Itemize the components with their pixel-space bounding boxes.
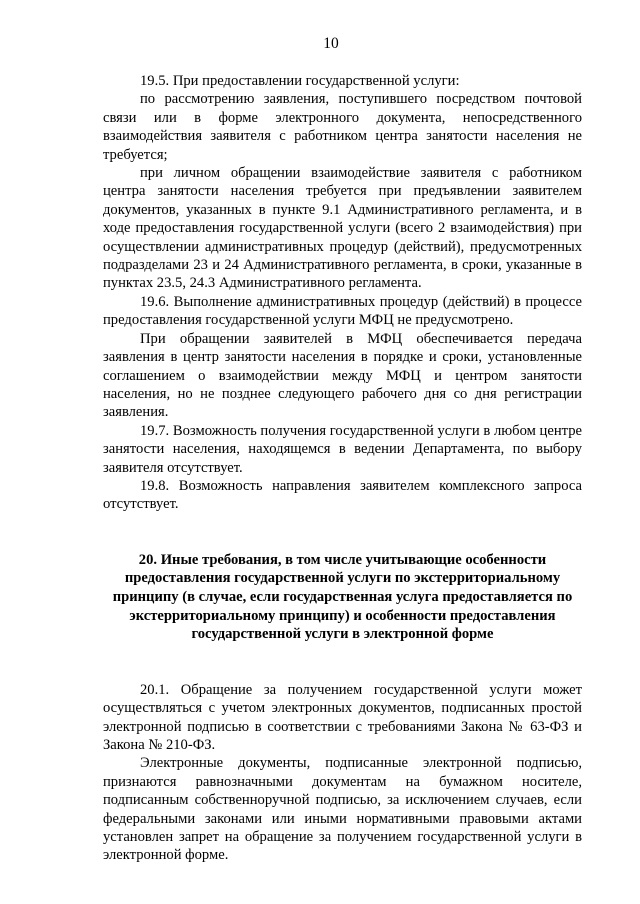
paragraph-20-1: 20.1. Обращение за получением государственной услуги может осуществляться с учетом электронных документов, подписанных простой электронной подписью в соответствии с требованиями Закона № 63-ФЗ и Закона № 210-ФЗ. [103,681,582,753]
paragraph-mfc: При обращении заявителей в МФЦ обеспечивается передача заявления в центр занятости населения в порядке и сроки, установленные соглашением о взаимодействии между МФЦ и центром занятости населения, но не позднее следующего рабочего дня со дня регистрации заявления. [103,330,582,421]
paragraph-postal: по рассмотрению заявления, поступившего посредством почтовой связи или в форме электронного документа, непосредственного взаимодействия заявителя с работником центра занятости населения не требуется; [103,91,582,163]
document-body [103,72,582,865]
paragraph-electronic-docs: Электронные документы, подписанные электронной подписью, признаются равнозначными документам на бумажном носителе, подписанным собственноручной подписью, за исключением случаев, если федеральными законами или иными нормативными правовыми актами установлен запрет на обращение за получением государственной услуги в электронной форме. [103,755,582,864]
paragraph-19-5: 19.5. При предоставлении государственной услуги: [140,73,460,89]
section-heading-20: 20. Иные требования, в том числе учитывающие особенности предоставления государственной услуги по экстерриториальному принципу (в случае, если государственная услуга предоставляется по экстерриториальному принципу) и особенности предоставления государственной услуги в электронной форме [112,551,573,643]
paragraph-19-7: 19.7. Возможность получения государственной услуги в любом центре занятости населения, находящемся в ведении Департамента, по выбору заявителя отсутствует. [103,422,582,476]
paragraph-19-8: 19.8. Возможность направления заявителем комплексного запроса отсутствует. [103,477,582,513]
paragraph-19-6: 19.6. Выполнение административных процедур (действий) в процессе предоставления государственной услуги МФЦ не предусмотрено. [103,293,582,329]
page-number: 10 [323,35,339,52]
paragraph-personal: при личном обращении взаимодействие заявителя с работником центра занятости населения требуется при предъявлении заявителем документов, указанных в пункте 9.1 Административного регламента, и в ходе предоставления государственной услуги (всего 2 взаимодействия) при осуществлении административных процедур (действий), предусмотренных подразделами 23 и 24 Административного регламента, в сроки, указанные в пунктах 23.5, 24.3 Административного регламента. [103,165,582,292]
